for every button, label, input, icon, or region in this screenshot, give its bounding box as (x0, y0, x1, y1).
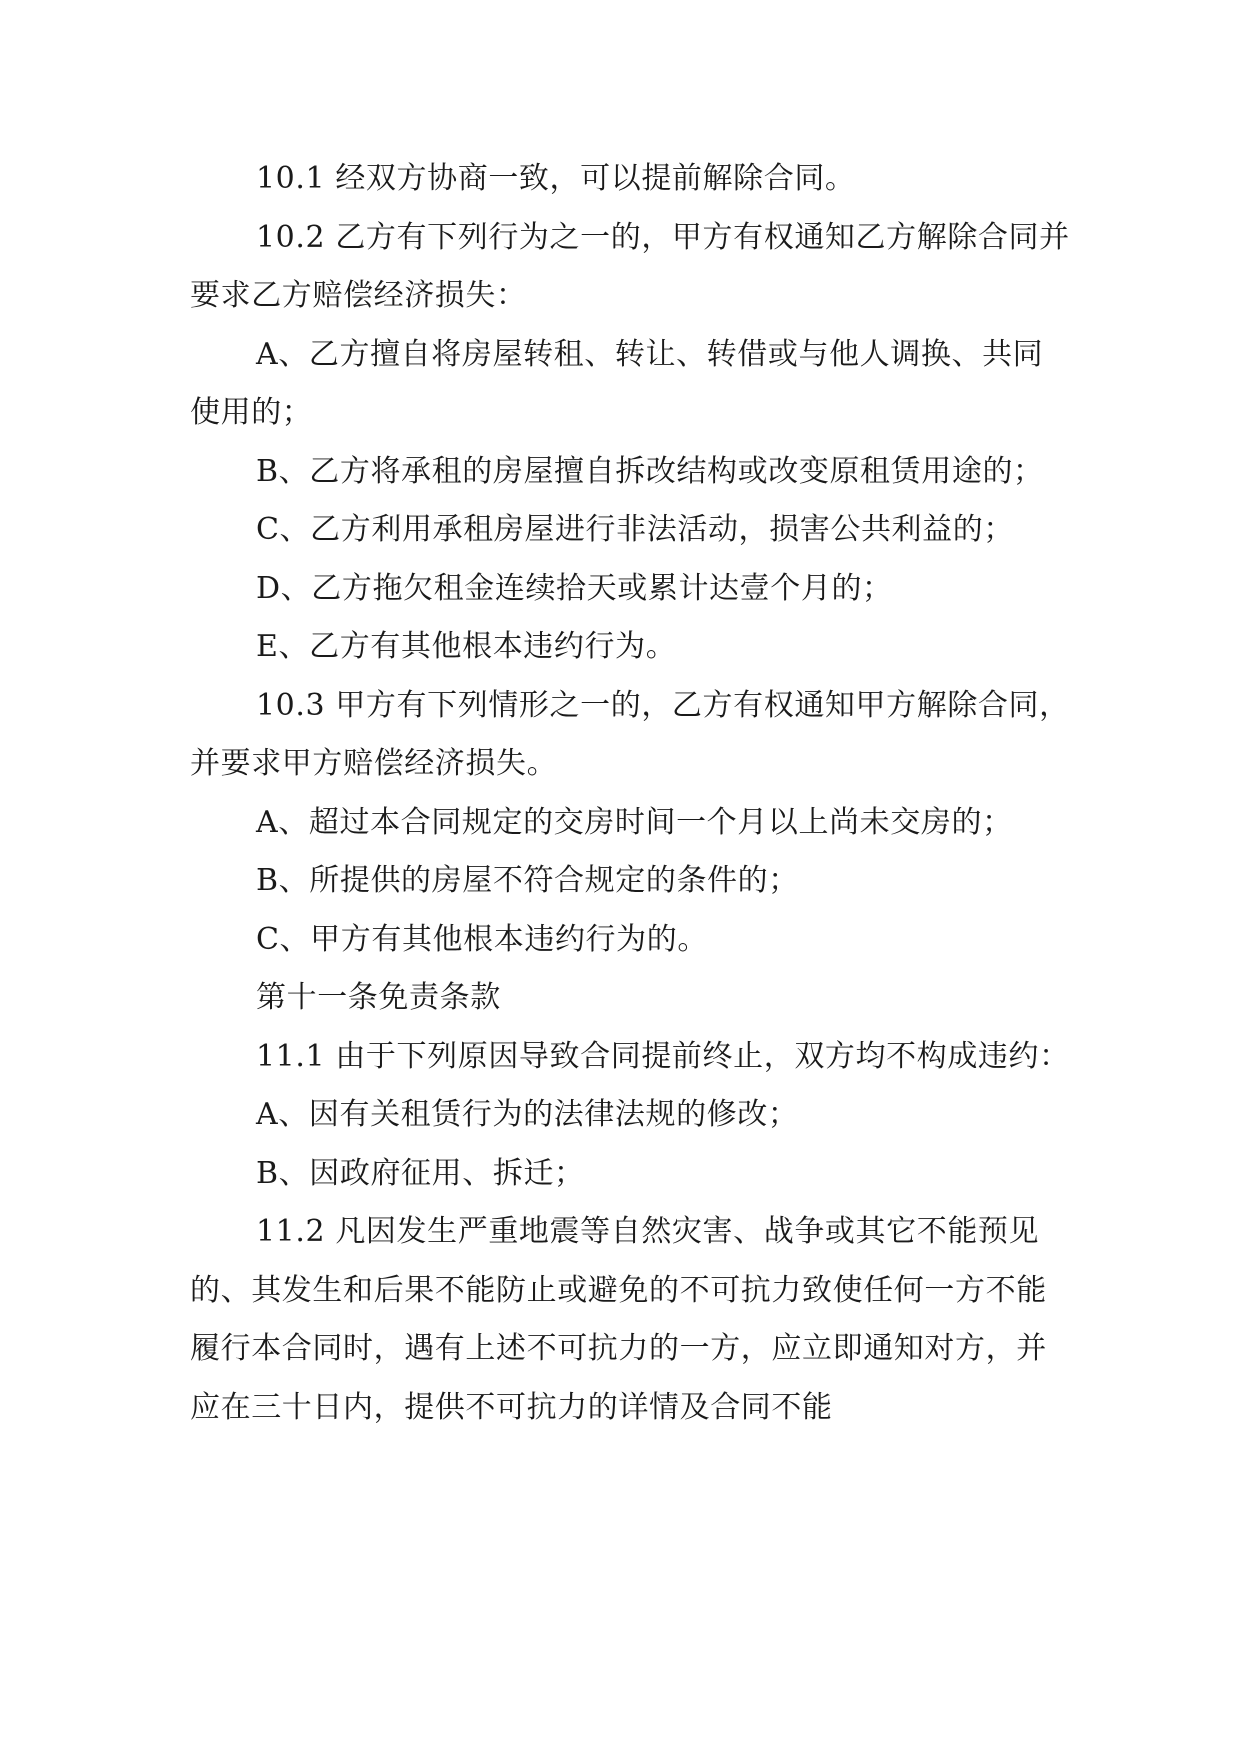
paragraph-11-1: 11.1 由于下列原因导致合同提前终止，双方均不构成违约： (256, 1038, 1070, 1074)
paragraph-10-3-a: A、超过本合同规定的交房时间一个月以上尚未交房的； (256, 804, 1013, 840)
paragraph-10-2-b: B、乙方将承租的房屋擅自拆改结构或改变原租赁用途的； (256, 453, 1044, 489)
paragraph-10-2-c: C、乙方利用承租房屋进行非法活动，损害公共利益的； (256, 512, 1014, 547)
paragraph-10-3-b: B、所提供的房屋不符合规定的条件的； (256, 863, 799, 898)
paragraph-10-1: 10.1 经双方协商一致，可以提前解除合同。 (256, 161, 856, 196)
document-body (190, 150, 1070, 1437)
paragraph-10-3-c: C、甲方有其他根本违约行为的。 (256, 921, 708, 957)
paragraph-10-3: 10.3 甲方有下列情形之一的，乙方有权通知甲方解除合同，并要求甲方赔偿经济损失。 (190, 687, 1070, 781)
paragraph-10-2: 10.2 乙方有下列行为之一的，甲方有权通知乙方解除合同并要求乙方赔偿经济损失： (190, 219, 1070, 313)
paragraph-11-1-a: A、因有关租赁行为的法律法规的修改； (256, 1097, 799, 1132)
paragraph-10-2-d: D、乙方拖欠租金连续拾天或累计达壹个月的； (256, 570, 893, 606)
paragraph-11-2: 11.2 凡因发生严重地震等自然灾害、战争或其它不能预见的、其发生和后果不能防止或避免的不可抗力致使任何一方不能履行本合同时，遇有上述不可抗力的一方，应立即通知对方，并应在三十日内，提供不可抗力的详情及合同不能 (190, 1214, 1047, 1425)
paragraph-11-1-b: B、因政府征用、拆迁； (256, 1155, 585, 1191)
section-heading-article-11: 第十一条免责条款 (256, 980, 501, 1015)
paragraph-10-2-a: A、乙方擅自将房屋转租、转让、转借或与他人调换、共同使用的； (190, 336, 1044, 430)
paragraph-10-2-e: E、乙方有其他根本违约行为。 (256, 629, 677, 664)
